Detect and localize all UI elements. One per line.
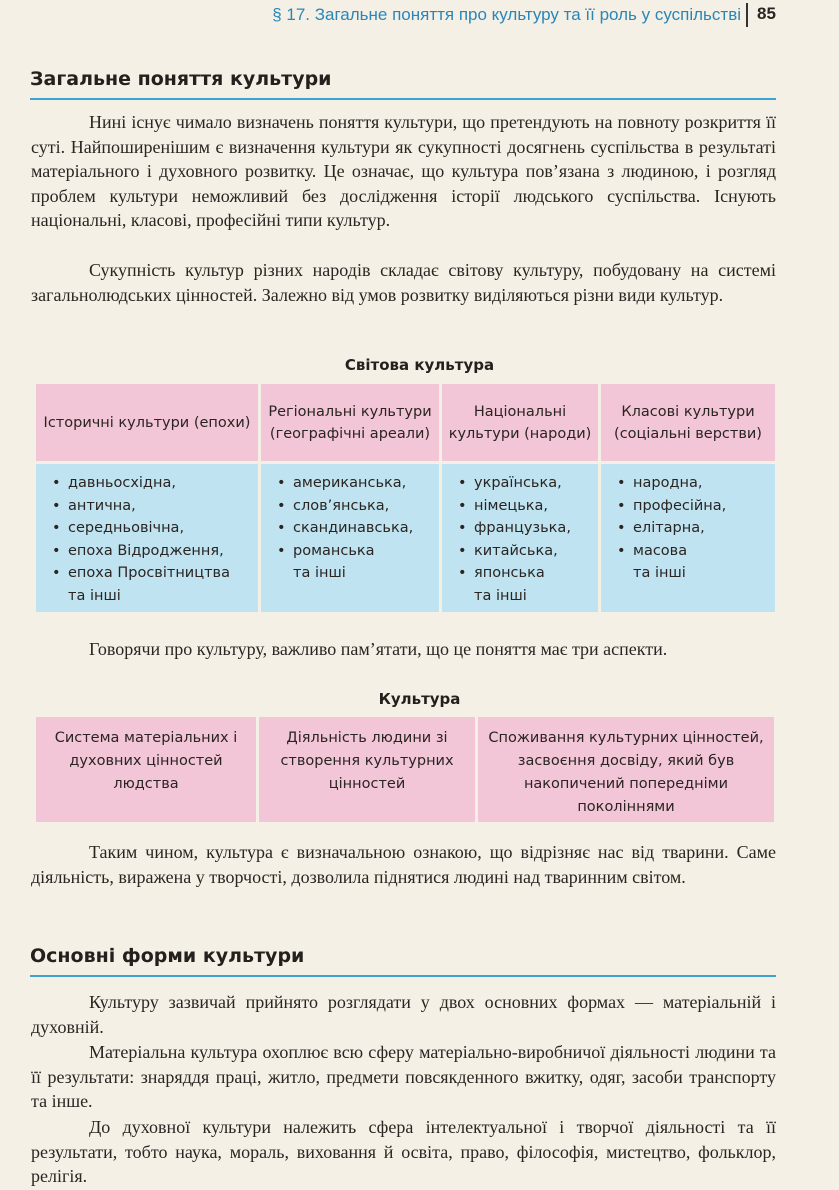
list-item: • епоха Просвітництва <box>52 565 230 581</box>
section-title-main-forms: Основні форми культури <box>30 945 305 967</box>
list-item: та інші <box>293 565 346 581</box>
diagram-head-class: Класові культури (соціальні верстви) <box>601 384 775 461</box>
diagram-list-historical <box>36 464 258 612</box>
culture-aspects-diagram <box>36 717 774 822</box>
list-item: • французька, <box>458 520 571 536</box>
list-item: та інші <box>474 587 527 604</box>
list-item: • слов’янська, <box>277 497 390 514</box>
aspect-activity: Діяльність людини зі створення культурних цінностей <box>259 717 475 822</box>
list-item: • китайська, <box>458 542 558 559</box>
diagram-list-class <box>601 464 775 612</box>
list-item: • давньосхідна, <box>52 475 176 491</box>
section-rule <box>30 98 776 100</box>
paragraph: Таким чином, культура є визначальною ознакою, що відрізняє нас від тварини. Саме діяльність, виражена у творчості, дозволила піднятися людині над тваринним світом. <box>31 842 776 887</box>
aspect-values: Система матеріальних і духовних цінностей людства <box>36 717 256 822</box>
list-item: • романська <box>277 542 375 559</box>
paragraph: Культуру зазвичай прийнято розглядати у двох основних формах — матеріальній і духовній. <box>31 992 776 1037</box>
page-header <box>0 0 839 40</box>
paragraph: Нині існує чимало визначень поняття культури, що претендують на повноту розкриття її суті. Найпоширенішим є визначення культури як сукупності досягнень суспільства в результаті матеріального і духовного розвитку. Це означає, що культура пов’язана з людиною, і розгляд проблем культури неможливий без дослідження історії людського суспільства. Існують національні, класові, професійні типи культур. <box>31 112 776 230</box>
list-item: та інші <box>68 587 121 604</box>
paragraph: До духовної культури належить сфера інтелектуальної і творчої діяльності та її результати, тобто наука, мораль, виховання й освіта, право, філософія, мистецтво, фольклор, релігія. <box>31 1117 776 1186</box>
list-item: • середньовічна, <box>52 520 185 536</box>
list-item: та інші <box>633 565 686 581</box>
list-item: • професійна, <box>617 497 727 514</box>
paragraph: Сукупність культур різних народів складає світову культуру, побудовану на системі загальнолюдських цінностей. Залежно від умов розвитку виділяються різни види культур. <box>31 260 776 305</box>
list-item: • народна, <box>617 475 703 491</box>
list-item: • масова <box>617 542 688 559</box>
diagram-head-regional: Регіональні культури (географічні ареали) <box>261 384 439 461</box>
section-title-general-concept: Загальне поняття культури <box>30 68 332 90</box>
list-item: • українська, <box>458 475 562 491</box>
page-number: 85 <box>757 4 776 23</box>
diagram-title-culture: Культура <box>378 690 461 708</box>
diagram-list-national <box>442 464 598 612</box>
list-item: • японська <box>458 565 545 581</box>
list-item: • скандинавська, <box>277 520 414 536</box>
aspect-consumption: Споживання культурних цінностей, засвоєння досвіду, який був накопичений попередніми поколіннями <box>478 717 774 822</box>
section-rule <box>30 975 776 977</box>
list-item: • німецька, <box>458 497 549 514</box>
list-item: • елітарна, <box>617 520 705 536</box>
paragraph: Матеріальна культура охоплює всю сферу матеріально-виробничої діяльності людини та її результати: знаряддя праці, житло, предмети повсякденного вжитку, одяг, засоби транспорту та інше. <box>31 1042 776 1111</box>
diagram-list-regional <box>261 464 439 612</box>
list-item: • епоха Відродження, <box>52 542 224 559</box>
paragraph: Говорячи про культуру, важливо пам’ятати, що це поняття має три аспекти. <box>89 639 668 659</box>
diagram-head-national: Національні культури (народи) <box>442 384 598 461</box>
diagram-head-historical: Історичні культури (епохи) <box>36 384 258 461</box>
diagram-title-world-culture: Світова культура <box>344 356 495 374</box>
header-separator <box>746 3 748 27</box>
running-header-title: § 17. Загальне поняття про культуру та її роль у суспільстві <box>272 5 741 24</box>
world-culture-diagram <box>36 384 774 612</box>
list-item: • американська, <box>277 475 407 491</box>
list-item: • антична, <box>52 497 136 514</box>
